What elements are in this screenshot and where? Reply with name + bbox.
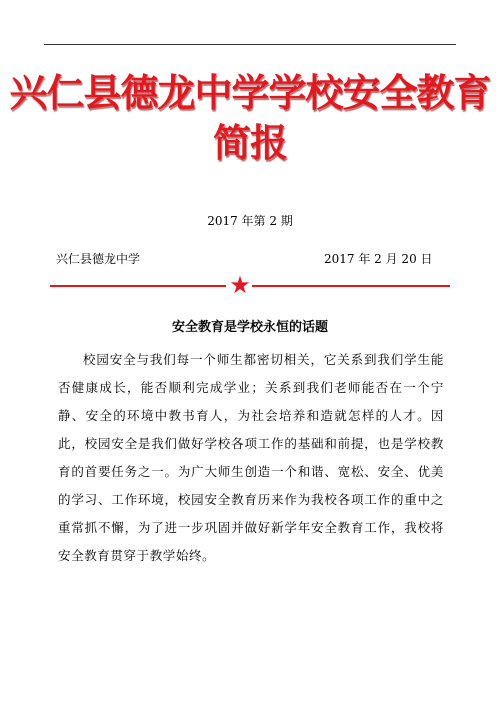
organization-name: 兴仁县德龙中学 — [56, 252, 141, 266]
star-icon: ★ — [229, 271, 251, 299]
top-rule — [44, 44, 456, 45]
star-divider — [50, 271, 450, 299]
article-body: 校园安全与我们每一个师生都密切相关，它关系到我们学生能否健康成长，能否顺利完成学业；关系到我们老师能否在一个宁静、安全的环境中教书育人，为社会培养和造就怎样的人才。因此，校园安全是我们做好学校各项工作的基础和前提，也是学校教育的首要任务之一。为广大师生创造一个和谐、宽松、安全、优美的学习、工作环境，校园安全教育历来作为我校各项工作的重中之重常抓不懈，为了进一步巩固并做好新学年安全教育工作，我校将安全教育贯穿于教学始终。 — [58, 352, 444, 563]
divider-line-right — [252, 285, 450, 287]
divider-line-left — [50, 285, 226, 287]
bulletin-title-line-1: 兴仁县德龙中学学校安全教育 — [9, 71, 491, 115]
bulletin-title-line-2: 简报 — [212, 121, 287, 165]
publish-date: 2017 年 2 月 20 日 — [324, 252, 433, 266]
issue-number: 2017 年第 2 期 — [207, 214, 293, 228]
article-title: 安全教育是学校永恒的话题 — [171, 320, 328, 335]
